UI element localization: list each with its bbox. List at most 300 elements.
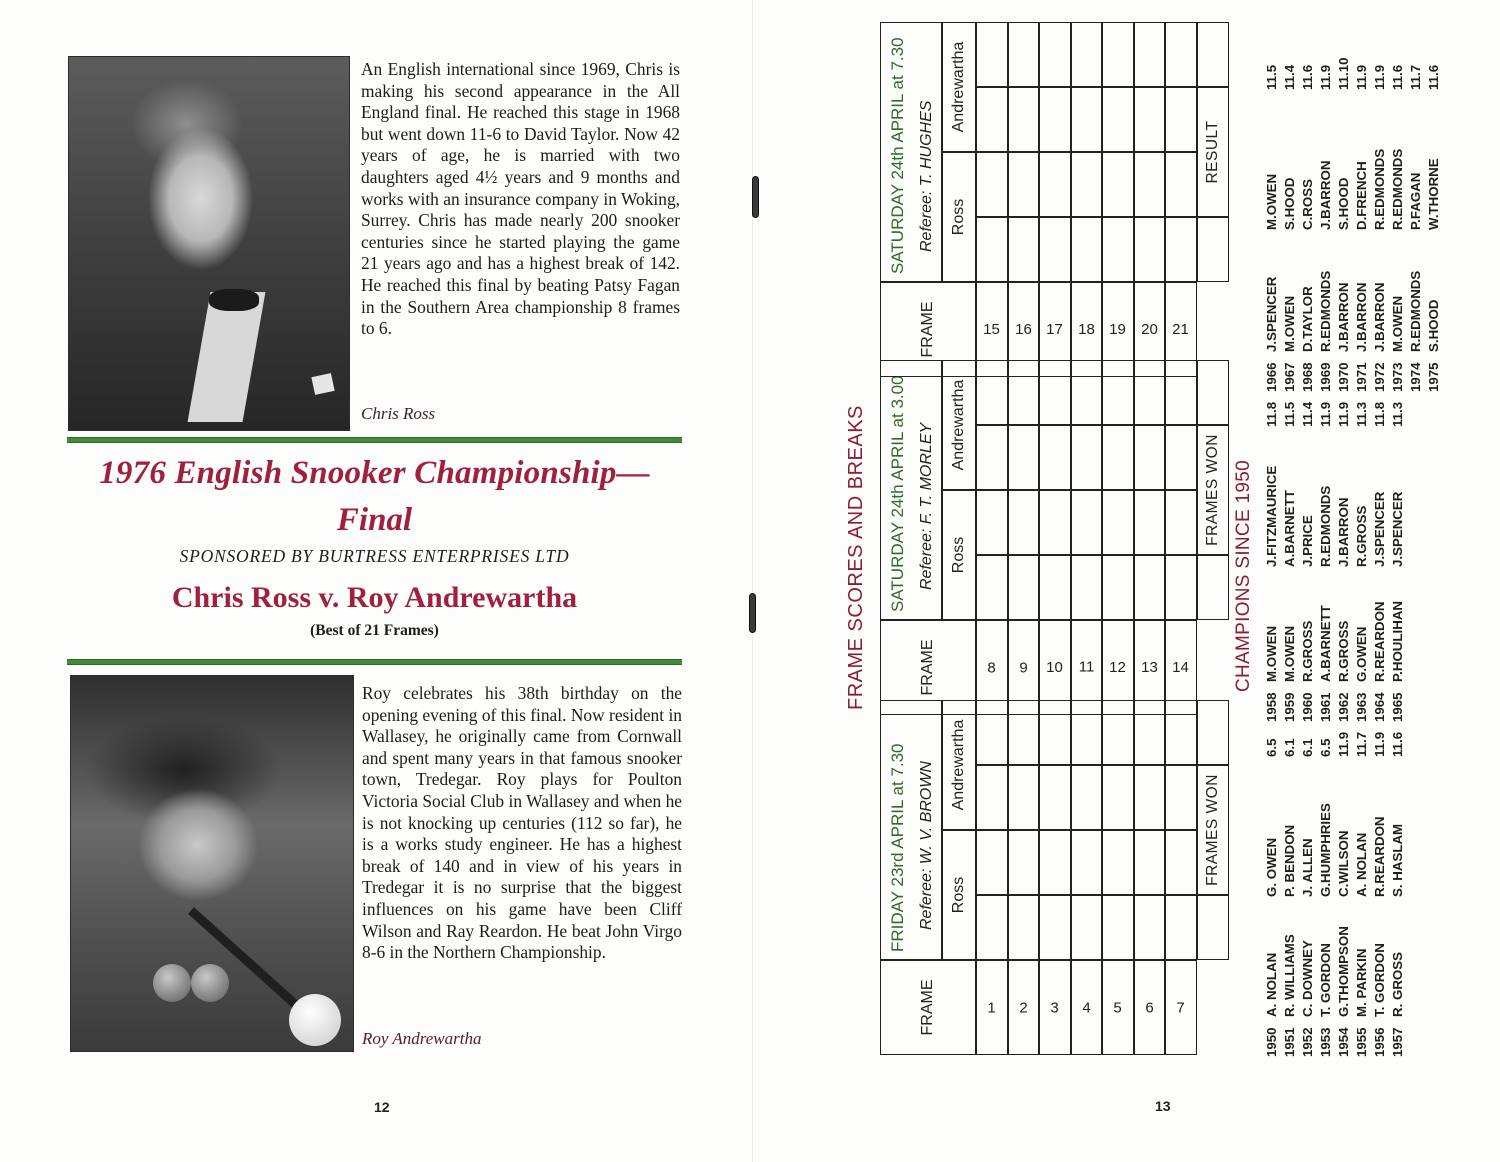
champions-column-2 [1263,377,1407,722]
champion-row [1389,377,1407,722]
champion-runner-up: R.EDMONDS [1318,485,1333,567]
andrewartha-score-cell[interactable] [1039,87,1071,152]
andrewartha-score-cell[interactable] [1071,765,1103,830]
frame-number-label: 17 [1046,321,1064,338]
champion-winner: J.BARRON [1336,282,1351,352]
champion-row [1299,712,1317,1057]
champion-row [1425,47,1443,392]
snooker-ball [153,964,191,1002]
champion-runner-up: C.ROSS [1300,179,1315,230]
frame-label: FRAME [919,639,936,696]
ross-score-cell[interactable] [1039,555,1071,620]
session-heading: SATURDAY 24th APRIL at 7.30 [888,37,907,274]
frame-number [1134,282,1166,377]
champion-year: 1975 [1426,362,1441,392]
ross-break-cell[interactable] [1071,490,1103,555]
frame-column-header [880,282,976,377]
champion-row [1281,712,1299,1057]
champions-column-3 [1263,47,1443,392]
champion-row [1299,47,1317,392]
champion-runner-up: J.FITZMAURICE [1264,465,1279,567]
staple-bottom [749,593,756,633]
pocket-handkerchief [311,373,334,395]
frame-number [1134,960,1166,1055]
champion-year: 1960 [1300,692,1315,722]
champion-runner-up: S.HOOD [1336,177,1351,230]
champion-winner: P.HOULIHAN [1390,600,1405,682]
andrewartha-score-cell[interactable] [1165,765,1197,830]
roy-andrewartha-bio: Roy celebrates his 38th birthday on the opening evening of this final. Now resident in Wallasey, he originally came from Cornwall and spent many years in that famous snooker town, Tredegar. Roy plays for Poulton Victoria Social Club in Wallasey and when he is not knocking up centuries (112 so far), he is a works study engineer. He has a highest break of 140 and in view of his years in Tredegar it is no surprise that the biggest influences on his game have been Cliff Wilson and Ray Reardon. He beat John Virgo 8-6 in the Northern Championship. [362,683,682,963]
frame-number-label: 4 [1082,999,1091,1016]
champion-year: 1955 [1354,1027,1369,1057]
champion-winner: R.GROSS [1336,620,1351,682]
frame-number [1165,620,1197,715]
andrewartha-score-cell[interactable] [1071,87,1103,152]
ross-score-cell[interactable] [1008,555,1040,620]
frame-scores-title: FRAME SCORES AND BREAKS [845,405,867,710]
frame-number [1039,960,1071,1055]
champions-column-1 [1263,712,1407,1057]
frame-number [1102,960,1134,1055]
ross-break-cell[interactable] [976,152,1008,217]
champion-winner: T. GORDON [1318,943,1333,1017]
champion-winner: T. GORDON [1372,943,1387,1017]
champion-runner-up: J.BARRON [1336,497,1351,567]
ross-break-cell[interactable] [1008,830,1040,895]
andrewartha-score-cell[interactable] [976,87,1008,152]
champion-score: 6.1 [1300,738,1315,757]
frame-number-label: 19 [1109,321,1127,338]
session-heading: SATURDAY 24th APRIL at 3.00 [888,375,907,612]
champion-winner: R.GROSS [1300,620,1315,682]
frame-number-label: 18 [1077,321,1095,338]
frame-column-header [880,620,976,715]
ross-break-cell[interactable] [976,490,1008,555]
champion-score: 11.9 [1354,64,1369,90]
ross-score-cell[interactable] [1134,217,1166,282]
ross-score-cell[interactable] [1102,217,1134,282]
footer-label-cell [1197,765,1229,895]
champion-year: 1967 [1282,362,1297,392]
champion-score: 11.5 [1282,401,1297,427]
footer-label-cell [1197,425,1229,555]
ross-score-cell[interactable] [1008,895,1040,960]
ross-score-cell[interactable] [1071,555,1103,620]
frame-number-label: 20 [1140,321,1158,338]
rotated-scorecard [845,0,1465,1162]
frame-number [1102,282,1134,377]
champion-winner: G.THOMPSON [1336,926,1351,1017]
champion-row [1317,47,1335,392]
ross-break-cell[interactable] [976,830,1008,895]
champion-score: 11.7 [1354,731,1369,757]
champion-row [1317,377,1335,722]
champion-score: 11.3 [1390,401,1405,427]
champion-winner: S.HOOD [1426,299,1441,352]
player-name: Andrewartha [950,719,967,811]
frame-number [1071,960,1103,1055]
champion-score: 11.5 [1264,64,1279,90]
champion-runner-up: M.OWEN [1264,173,1279,230]
champion-winner: D.TAYLOR [1300,286,1315,352]
andrewartha-score-cell[interactable] [1008,87,1040,152]
footer-label: RESULT [1203,120,1221,184]
referee-name: Referee: T. HUGHES [918,100,935,252]
champion-year: 1951 [1282,1027,1297,1057]
ross-break-cell[interactable] [1134,490,1166,555]
andrewartha-break-cell[interactable] [1008,22,1040,87]
ross-score-cell[interactable] [1165,895,1197,960]
player-name: Ross [950,198,967,236]
player-andrewartha-header [942,22,976,152]
ross-score-cell[interactable] [1102,895,1134,960]
frame-number [1134,620,1166,715]
andrewartha-score-cell[interactable] [1134,765,1166,830]
champion-runner-up: J.SPENCER [1372,491,1387,567]
frame-number-label: 2 [1019,999,1028,1016]
page-12 [0,0,740,1162]
champion-runner-up: G. OWEN [1264,837,1279,897]
player-name: Ross [950,536,967,574]
champion-winner: M. PARKIN [1354,948,1369,1017]
ross-score-cell[interactable] [1039,217,1071,282]
champion-row [1263,47,1281,392]
player-andrewartha-header [942,360,976,490]
champion-row [1371,712,1389,1057]
player-andrewartha-header [942,700,976,830]
andrewartha-score-cell[interactable] [1134,425,1166,490]
ross-break-cell[interactable] [1071,830,1103,895]
champion-year: 1959 [1282,692,1297,722]
ross-score-cell[interactable] [1165,217,1197,282]
championship-title: 1976 English Snooker Championship— [99,455,650,491]
champion-winner: J.BARRON [1372,282,1387,352]
frame-number [1008,620,1040,715]
champion-year: 1961 [1318,692,1333,722]
andrewartha-break-cell[interactable] [1102,22,1134,87]
andrewartha-score-cell[interactable] [1008,425,1040,490]
champion-runner-up: R.EDMONDS [1372,148,1387,230]
champion-runner-up: G.HUMPHRIES [1318,803,1333,897]
champion-winner: R.REARDON [1372,601,1387,682]
player-name: Ross [950,876,967,914]
champion-winner: C. DOWNEY [1300,940,1315,1017]
champion-runner-up: J.SPENCER [1390,491,1405,567]
bow-tie [209,289,259,311]
champion-score: 11.9 [1372,64,1387,90]
champion-runner-up: W.THORNE [1426,158,1441,230]
andrewartha-score-cell[interactable] [1102,87,1134,152]
champion-score: 11.8 [1372,401,1387,427]
andrewartha-score-cell[interactable] [1102,765,1134,830]
session-table-3 [880,22,1225,377]
footer-label: FRAMES WON [1203,774,1221,886]
andrewartha-break-cell[interactable] [1134,22,1166,87]
ross-score-cell[interactable] [976,895,1008,960]
champion-row [1371,377,1389,722]
champion-runner-up: J.BARRON [1318,160,1333,230]
frame-column-header [880,960,976,1055]
frame-number-label: 13 [1140,659,1158,676]
page-13 [845,0,1465,1162]
andrewartha-total-cell[interactable] [1197,22,1229,87]
sponsor-line: SPONSORED BY BURTRESS ENTERPRISES LTD [179,546,570,566]
ross-score-cell[interactable] [1134,895,1166,960]
champion-score: 11.4 [1282,64,1297,90]
champion-score: 6.5 [1318,738,1333,757]
frame-number [976,960,1008,1055]
ross-break-cell[interactable] [1039,830,1071,895]
champion-winner: J.SPENCER [1264,276,1279,352]
ross-break-cell[interactable] [1071,152,1103,217]
page-number: 13 [1155,1098,1171,1114]
frame-number-label: 9 [1019,659,1028,676]
frame-label: FRAME [919,979,936,1036]
ross-score-cell[interactable] [976,555,1008,620]
player-name: Andrewartha [950,379,967,471]
frame-number-label: 5 [1113,999,1122,1016]
frame-number-label: 14 [1172,659,1190,676]
champion-year: 1954 [1336,1027,1351,1057]
ross-break-cell[interactable] [1134,830,1166,895]
champion-winner: A. NOLAN [1264,952,1279,1017]
champion-runner-up: R.GROSS [1354,505,1369,567]
frame-number [976,620,1008,715]
champion-row [1353,712,1371,1057]
champion-runner-up: P. BENDON [1282,824,1297,897]
champion-score: 11.6 [1390,731,1405,757]
champion-score: 11.9 [1372,731,1387,757]
ross-break-cell[interactable] [1008,152,1040,217]
ross-break-cell[interactable] [1039,490,1071,555]
andrewartha-score-cell[interactable] [1165,87,1197,152]
champion-runner-up: C.WILSON [1336,830,1351,897]
andrewartha-score-cell[interactable] [1102,425,1134,490]
champion-winner: M.OWEN [1264,625,1279,682]
champion-score: 6.5 [1264,738,1279,757]
champion-row [1299,377,1317,722]
ross-score-cell[interactable] [1134,555,1166,620]
ross-break-cell[interactable] [1102,830,1134,895]
frame-number-label: 12 [1109,659,1127,676]
andrewartha-score-cell[interactable] [976,425,1008,490]
session-heading: FRIDAY 23rd APRIL at 7.30 [888,743,907,952]
ross-break-cell[interactable] [1039,152,1071,217]
ross-score-cell[interactable] [1102,555,1134,620]
chris-ross-bio: An English international since 1969, Chris is making his second appearance in the All England final. He reached this stage in 1968 but went down 11-6 to David Taylor. Now 42 years of age, he is married with two daughters aged 4½ years and 9 months and works with an insurance company in Woking, Surrey. Chris has made nearly 200 snooker centuries since he started playing the game 21 years ago and has a highest break of 142. He reached this final by beating Patsy Fagan in the Southern Area championship 8 frames to 6. [361,59,680,339]
champion-row [1353,47,1371,392]
binding-gutter [752,0,753,1162]
cue-ball [289,994,341,1046]
champion-year: 1974 [1408,362,1423,392]
frame-number [1008,960,1040,1055]
footer-label-cell [1197,87,1229,217]
champion-year: 1972 [1372,362,1387,392]
champion-winner: R. WILLIAMS [1282,934,1297,1017]
andrewartha-break-cell[interactable] [1165,22,1197,87]
ross-score-cell[interactable] [1008,217,1040,282]
champion-winner: R.EDMONDS [1408,270,1423,352]
champion-runner-up: R.REARDON [1372,816,1387,897]
andrewartha-score-cell[interactable] [1039,425,1071,490]
andrewartha-score-cell[interactable] [976,765,1008,830]
frame-number-label: 3 [1050,999,1059,1016]
champion-row [1371,47,1389,392]
frame-number [1039,620,1071,715]
roy-andrewartha-caption: Roy Andrewartha [362,1029,482,1048]
champion-runner-up: D.FRENCH [1354,161,1369,230]
frame-number-label: 15 [983,321,1001,338]
champion-year: 1958 [1264,692,1279,722]
champion-row [1281,377,1299,722]
champion-runner-up: A. NOLAN [1354,832,1369,897]
frame-label: FRAME [919,301,936,358]
champion-score: 11.7 [1408,64,1423,90]
champion-row [1335,47,1353,392]
frame-number-label: 7 [1176,999,1185,1016]
ross-break-cell[interactable] [1008,490,1040,555]
champion-runner-up: J.PRICE [1300,515,1315,567]
frame-number-label: 21 [1172,321,1190,338]
frame-number [1071,282,1103,377]
ross-score-cell[interactable] [1039,895,1071,960]
ross-break-cell[interactable] [1165,490,1197,555]
frame-number [1165,960,1197,1055]
andrewartha-score-cell[interactable] [1134,87,1166,152]
chris-ross-photo [68,56,350,431]
champion-winner: R. GROSS [1390,951,1405,1017]
champion-score: 11.8 [1264,401,1279,427]
ross-score-cell[interactable] [1165,555,1197,620]
champion-winner: R.EDMONDS [1318,270,1333,352]
chris-ross-caption: Chris Ross [361,404,436,423]
champion-row [1389,47,1407,392]
champion-score: 11.9 [1318,401,1333,427]
champion-winner: A.BARNETT [1318,605,1333,682]
footer-label: FRAMES WON [1203,434,1221,546]
champion-year: 1969 [1318,362,1333,392]
andrewartha-score-cell[interactable] [1165,425,1197,490]
player-name: Andrewartha [950,41,967,133]
champion-row [1317,712,1335,1057]
frame-number [976,282,1008,377]
session-table-2 [880,360,1225,715]
champion-year: 1966 [1264,362,1279,392]
champion-score: 11.6 [1426,64,1441,90]
staple-top [752,176,759,218]
champion-year: 1968 [1300,362,1315,392]
ross-score-cell[interactable] [1071,895,1103,960]
andrewartha-score-cell[interactable] [1008,765,1040,830]
champion-row [1335,712,1353,1057]
shirt-front [188,292,266,422]
champion-score: 11.9 [1336,401,1351,427]
frame-number-label: 11 [1078,659,1095,677]
champion-row [1263,712,1281,1057]
ross-break-cell[interactable] [1165,152,1197,217]
champion-year: 1952 [1300,1027,1315,1057]
ross-total-cell[interactable] [1197,895,1229,960]
frame-number [1039,282,1071,377]
champion-winner: G.OWEN [1354,626,1369,682]
ross-total-cell[interactable] [1197,555,1229,620]
champions-title: CHAMPIONS SINCE 1950 [1233,460,1254,692]
champion-year: 1973 [1390,362,1405,392]
champion-runner-up: S.HOOD [1282,177,1297,230]
session-table-1 [880,700,1225,1055]
champion-year: 1971 [1354,362,1369,392]
champion-score: 11.4 [1300,401,1315,427]
champion-row [1353,377,1371,722]
ross-break-cell[interactable] [1102,490,1134,555]
player-ross-header [942,152,976,282]
champion-year: 1953 [1318,1027,1333,1057]
champion-year: 1962 [1336,692,1351,722]
ross-break-cell[interactable] [1165,830,1197,895]
green-rule-bottom [67,659,682,665]
andrewartha-break-cell[interactable] [976,22,1008,87]
champion-score: 11.9 [1336,731,1351,757]
player-ross-header [942,830,976,960]
champion-year: 1956 [1372,1027,1387,1057]
champion-winner: J.BARRON [1354,282,1369,352]
champion-row [1281,47,1299,392]
champion-score: 11.6 [1390,64,1405,90]
snooker-ball [191,964,229,1002]
champion-year: 1964 [1372,692,1387,722]
page-number: 12 [374,1099,390,1115]
champion-row [1389,712,1407,1057]
champion-year: 1950 [1264,1027,1279,1057]
champion-score: 11.3 [1354,401,1369,427]
frame-number-label: 1 [987,999,996,1016]
frame-number [1071,620,1103,715]
championship-title-final: Final [336,502,413,538]
champion-year: 1963 [1354,692,1369,722]
champion-year: 1965 [1390,692,1405,722]
champion-winner: M.OWEN [1282,625,1297,682]
ross-total-cell[interactable] [1197,217,1229,282]
ross-break-cell[interactable] [1134,152,1166,217]
frame-number [1165,282,1197,377]
champion-score: 6.1 [1282,738,1297,757]
champion-winner: M.OWEN [1390,295,1405,352]
champion-row [1263,377,1281,722]
andrewartha-score-cell[interactable] [1071,425,1103,490]
champion-runner-up: J. ALLEN [1300,838,1315,897]
champion-score: 11.6 [1300,64,1315,90]
andrewartha-score-cell[interactable] [1039,765,1071,830]
frame-number-label: 6 [1145,999,1154,1016]
matchup-heading: Chris Ross v. Roy Andrewartha [171,581,578,614]
ross-score-cell[interactable] [1071,217,1103,282]
andrewartha-break-cell[interactable] [1039,22,1071,87]
champion-runner-up: A.BARNETT [1282,490,1297,567]
referee-name: Referee: W. V. BROWN [918,761,935,930]
referee-name: Referee: F. T. MORLEY [918,422,935,590]
champion-row [1407,47,1425,392]
frame-number-label: 8 [987,659,996,676]
ross-break-cell[interactable] [1102,152,1134,217]
andrewartha-break-cell[interactable] [1071,22,1103,87]
champion-winner: M.OWEN [1282,295,1297,352]
frame-number [1102,620,1134,715]
green-rule-top [67,437,682,443]
frame-number-label: 10 [1046,659,1064,676]
champion-runner-up: P.FAGAN [1408,172,1423,230]
ross-score-cell[interactable] [976,217,1008,282]
champion-score: 11.10 [1336,57,1351,90]
